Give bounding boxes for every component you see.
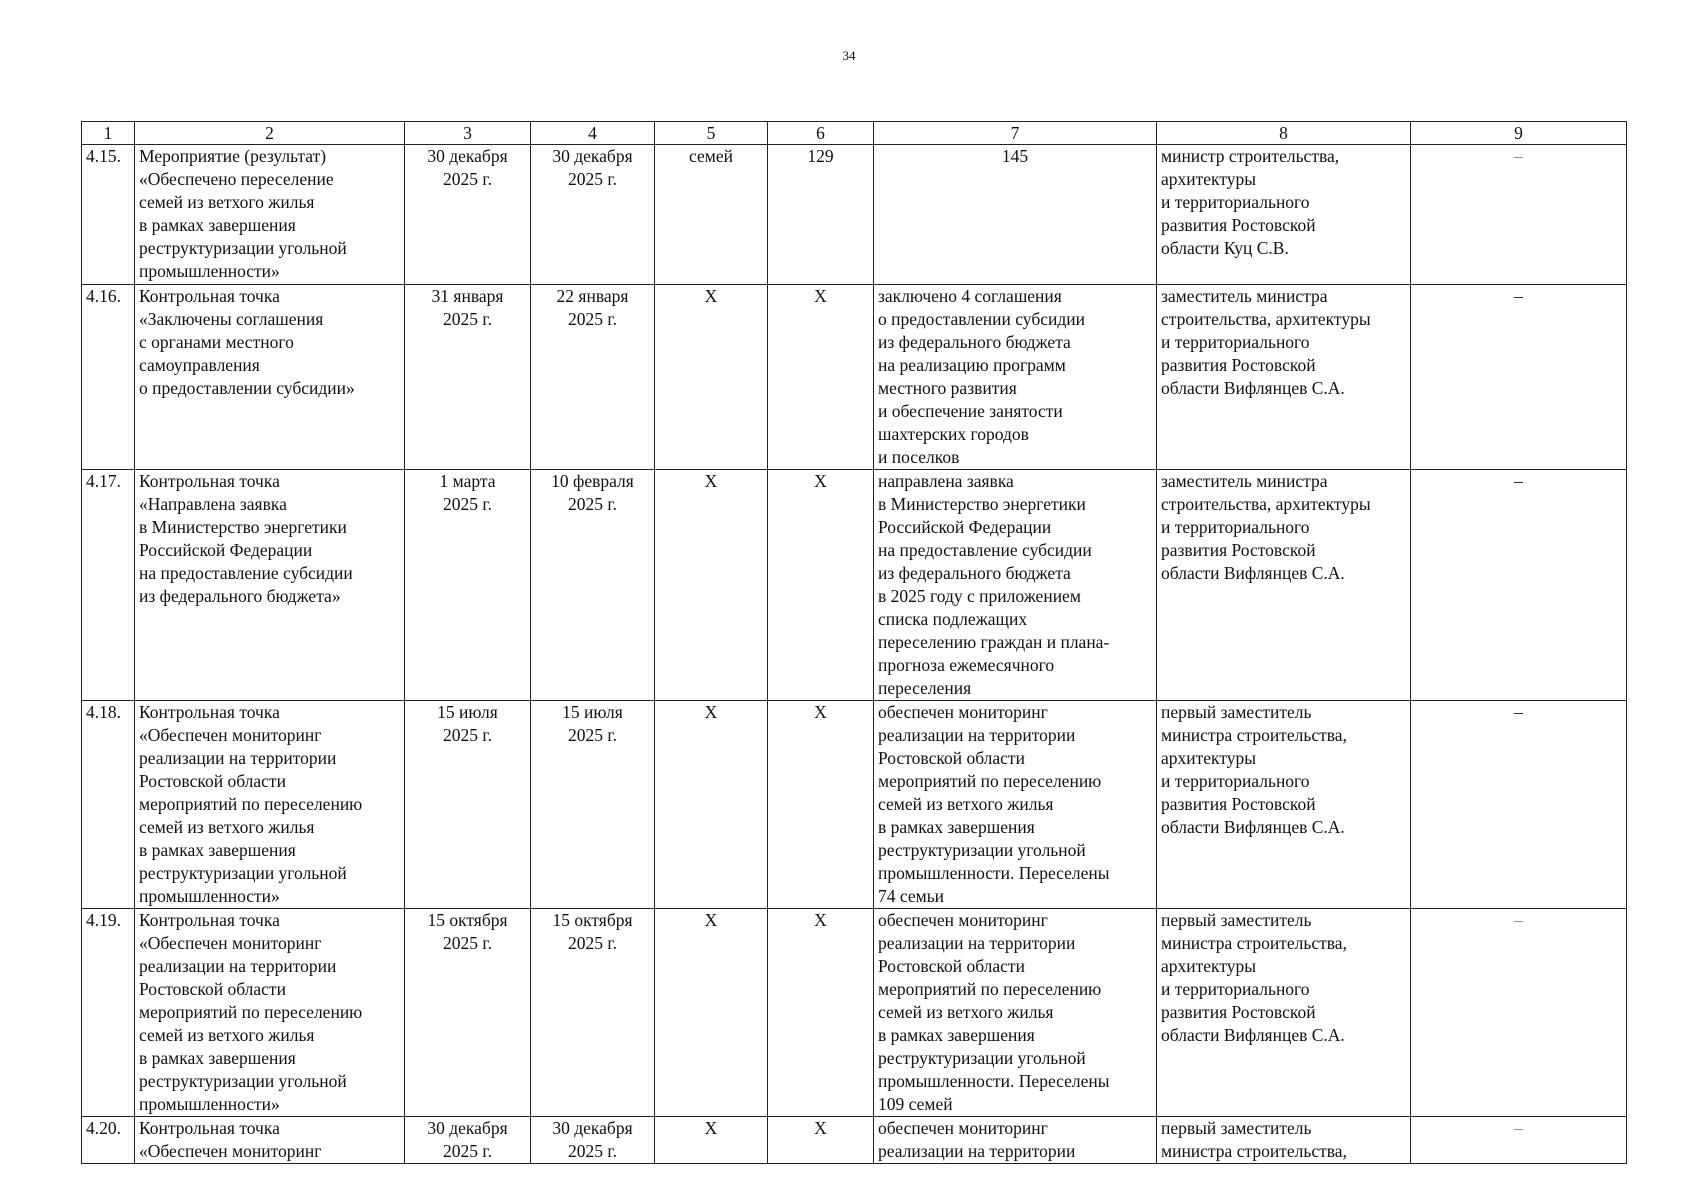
table-row (82, 1117, 1627, 1164)
row-number: 4.19. (82, 909, 135, 1117)
fact-date: 15 октября 2025 г. (531, 909, 655, 1117)
column-6-cell: X (768, 470, 874, 701)
responsible-cell: заместитель министра строительства, архитектуры и территориального развития Ростовской области Вифлянцев С.А. (1157, 470, 1411, 701)
column-9-cell: – (1411, 909, 1627, 1117)
row-number: 4.20. (82, 1117, 135, 1164)
column-6-cell: X (768, 285, 874, 470)
table-row (82, 470, 1627, 701)
responsible-cell: заместитель министра строительства, архитектуры и территориального развития Ростовской области Вифлянцев С.А. (1157, 285, 1411, 470)
fact-date: 22 января 2025 г. (531, 285, 655, 470)
unit-cell: X (655, 470, 768, 701)
event-name: Контрольная точка «Заключены соглашения с органами местного самоуправления о предоставлении субсидии» (135, 285, 405, 470)
table-row (82, 909, 1627, 1117)
result-cell: обеспечен мониторинг реализации на территории Ростовской области мероприятий по переселению семей из ветхого жилья в рамках завершения реструктуризации угольной промышленности. Переселены 109 семей (874, 909, 1157, 1117)
result-cell: направлена заявка в Министерство энергетики Российской Федерации на предоставление субсидии из федерального бюджета в 2025 году с приложением списка подлежащих переселению граждан и плана- прогноза ежемесячного переселения (874, 470, 1157, 701)
plan-date: 30 декабря 2025 г. (405, 145, 531, 285)
unit-cell: X (655, 1117, 768, 1164)
plan-date: 31 января 2025 г. (405, 285, 531, 470)
column-6-cell: X (768, 1117, 874, 1164)
result-cell: обеспечен мониторинг реализации на территории (874, 1117, 1157, 1164)
column-9-cell: – (1411, 470, 1627, 701)
column-header: 6 (768, 122, 874, 145)
event-name: Контрольная точка «Обеспечен мониторинг (135, 1117, 405, 1164)
table-header-row (82, 122, 1627, 145)
event-name: Мероприятие (результат) «Обеспечено переселение семей из ветхого жилья в рамках завершения реструктуризации угольной промышленности» (135, 145, 405, 285)
responsible-cell: первый заместитель министра строительства, архитектуры и территориального развития Ростовской области Вифлянцев С.А. (1157, 909, 1411, 1117)
responsible-cell: первый заместитель министра строительства, (1157, 1117, 1411, 1164)
plan-date: 1 марта 2025 г. (405, 470, 531, 701)
result-cell: заключено 4 соглашения о предоставлении субсидии из федерального бюджета на реализацию программ местного развития и обеспечение занятости шахтерских городов и поселков (874, 285, 1157, 470)
column-9-cell: – (1411, 701, 1627, 909)
column-6-cell: 129 (768, 145, 874, 285)
table-row (82, 145, 1627, 285)
responsible-cell: министр строительства, архитектуры и территориального развития Ростовской области Куц С.В. (1157, 145, 1411, 285)
plan-date: 15 июля 2025 г. (405, 701, 531, 909)
unit-cell: X (655, 701, 768, 909)
fact-date: 30 декабря 2025 г. (531, 145, 655, 285)
plan-date: 15 октября 2025 г. (405, 909, 531, 1117)
column-9-cell: – (1411, 285, 1627, 470)
row-number: 4.17. (82, 470, 135, 701)
fact-date: 30 декабря 2025 г. (531, 1117, 655, 1164)
fact-date: 10 февраля 2025 г. (531, 470, 655, 701)
column-header: 7 (874, 122, 1157, 145)
plan-date: 30 декабря 2025 г. (405, 1117, 531, 1164)
column-9-cell: – (1411, 1117, 1627, 1164)
column-header: 3 (405, 122, 531, 145)
fact-date: 15 июля 2025 г. (531, 701, 655, 909)
plan-table (81, 121, 1627, 1164)
event-name: Контрольная точка «Обеспечен мониторинг реализации на территории Ростовской области мероприятий по переселению семей из ветхого жилья в рамках завершения реструктуризации угольной промышленности» (135, 701, 405, 909)
table-row (82, 701, 1627, 909)
column-9-cell: – (1411, 145, 1627, 285)
event-name: Контрольная точка «Обеспечен мониторинг реализации на территории Ростовской области мероприятий по переселению семей из ветхого жилья в рамках завершения реструктуризации угольной промышленности» (135, 909, 405, 1117)
column-header: 1 (82, 122, 135, 145)
column-6-cell: X (768, 701, 874, 909)
page-number: 34 (842, 48, 856, 63)
table-row (82, 285, 1627, 470)
column-6-cell: X (768, 909, 874, 1117)
column-header: 5 (655, 122, 768, 145)
column-header: 8 (1157, 122, 1411, 145)
unit-cell: X (655, 285, 768, 470)
column-header: 9 (1411, 122, 1627, 145)
row-number: 4.18. (82, 701, 135, 909)
result-cell: обеспечен мониторинг реализации на территории Ростовской области мероприятий по переселению семей из ветхого жилья в рамках завершения реструктуризации угольной промышленности. Переселены 74 семьи (874, 701, 1157, 909)
unit-cell: семей (655, 145, 768, 285)
column-header: 2 (135, 122, 405, 145)
result-cell: 145 (874, 145, 1157, 285)
responsible-cell: первый заместитель министра строительства, архитектуры и территориального развития Ростовской области Вифлянцев С.А. (1157, 701, 1411, 909)
unit-cell: X (655, 909, 768, 1117)
column-header: 4 (531, 122, 655, 145)
event-name: Контрольная точка «Направлена заявка в Министерство энергетики Российской Федерации на предоставление субсидии из федерального бюджета» (135, 470, 405, 701)
row-number: 4.15. (82, 145, 135, 285)
row-number: 4.16. (82, 285, 135, 470)
